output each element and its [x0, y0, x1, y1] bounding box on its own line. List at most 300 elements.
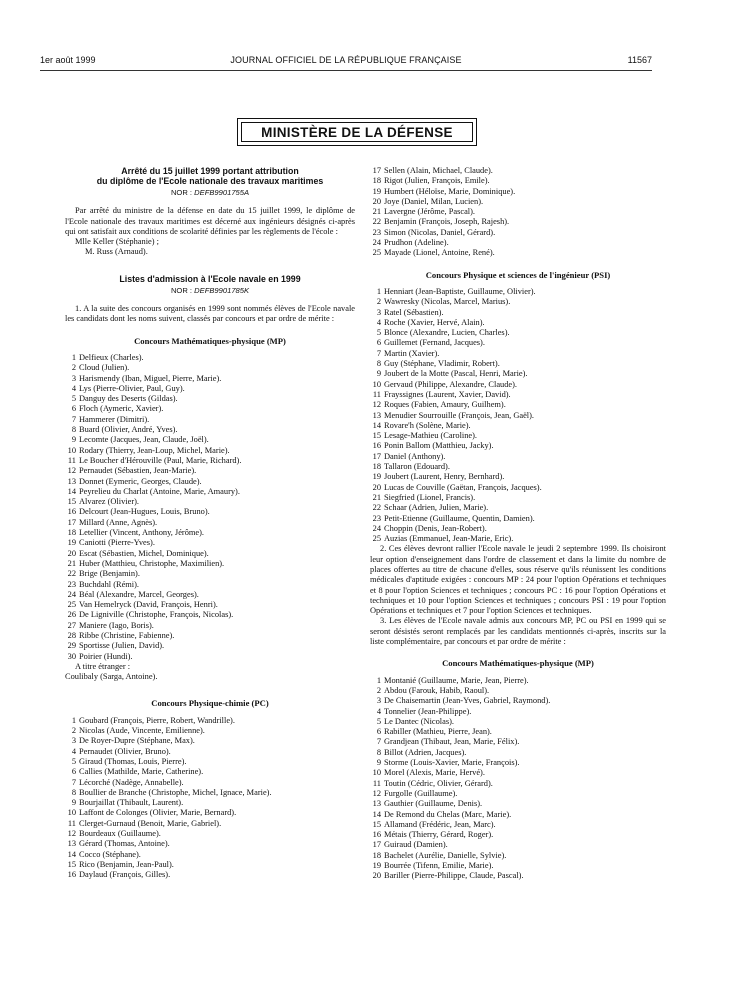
- list-item: [370, 369, 666, 379]
- list-item: [65, 590, 355, 600]
- section-title-mp: Concours Mathématiques-physique (MP): [134, 335, 286, 346]
- list-item: [65, 829, 355, 839]
- listes-nor: [65, 286, 355, 296]
- candidate-name: Ponin Ballom (Matthieu, Jacky).: [384, 441, 494, 451]
- arrete-title-line1: Arrêté du 15 juillet 1999 portant attribution: [121, 166, 299, 176]
- candidate-name: Le Dantec (Nicolas).: [384, 716, 454, 726]
- rank-number: 5: [71, 756, 76, 766]
- list-item: [65, 477, 355, 487]
- list-item: [65, 788, 355, 798]
- candidate-name: Rabiller (Mathieu, Pierre, Jean).: [384, 727, 492, 737]
- candidate-name: Benjamin (François, Joseph, Rajesh).: [384, 217, 510, 227]
- rank-number: 1: [376, 675, 381, 685]
- rank-number: 21: [372, 492, 381, 502]
- rank-number: 9: [376, 758, 381, 768]
- candidate-name: Buchdahl (Rémi).: [79, 579, 140, 589]
- list-item: [65, 778, 355, 788]
- rank-number: 1: [71, 715, 76, 725]
- list-item: [370, 421, 666, 431]
- rank-number: 9: [376, 369, 381, 379]
- list-item: [370, 717, 666, 727]
- rank-number: 5: [376, 328, 381, 338]
- list-item: [370, 534, 666, 544]
- list-item: [65, 850, 355, 860]
- list-item: [370, 483, 666, 493]
- rank-number: 5: [71, 394, 76, 404]
- list-item: [370, 810, 666, 820]
- list-item: [370, 503, 666, 513]
- section-title-mp-complementary: Concours Mathématiques-physique (MP): [442, 658, 594, 669]
- candidate-name: Harismendy (Iban, Miguel, Pierre, Marie).: [79, 373, 222, 383]
- rank-number: 20: [372, 871, 381, 881]
- rank-number: 18: [67, 528, 76, 538]
- list-item: [65, 466, 355, 476]
- candidate-name: Donnet (Eymeric, Georges, Claude).: [79, 476, 202, 486]
- rank-number: 7: [71, 777, 76, 787]
- candidate-name: Abdou (Farouk, Habib, Raoul).: [384, 685, 490, 695]
- candidate-name: Cloud (Julien).: [79, 363, 130, 373]
- arrete-nor: [65, 188, 355, 198]
- rank-number: 10: [372, 768, 381, 778]
- candidate-name: Rigot (Julien, François, Emile).: [384, 176, 490, 186]
- list-item: [370, 228, 666, 238]
- list-item: [65, 404, 355, 414]
- rank-number: 23: [67, 579, 76, 589]
- rank-number: 11: [67, 818, 76, 828]
- foreign-name: Coulibaly (Sarga, Antoine).: [65, 672, 158, 682]
- rank-number: 18: [372, 176, 381, 186]
- list-item: [65, 507, 355, 517]
- candidate-name: Joubert (Laurent, Henry, Bernhard).: [384, 472, 505, 482]
- list-item: [65, 363, 355, 373]
- rank-number: 20: [372, 196, 381, 206]
- rank-number: 14: [372, 420, 381, 430]
- rank-number: 8: [376, 747, 381, 757]
- candidate-name: Roche (Xavier, Hervé, Alain).: [384, 317, 485, 327]
- candidate-name: Danguy des Deserts (Gildas).: [79, 394, 178, 404]
- rank-number: 2: [376, 297, 381, 307]
- candidate-name: Mayade (Lionel, Antoine, René).: [384, 248, 495, 258]
- nor-code: DEFB9901785K: [194, 285, 250, 295]
- list-item: [65, 559, 355, 569]
- arrete-name-1: Mlle Keller (Stéphanie) ;: [75, 237, 159, 247]
- candidate-name: Montanié (Guillaume, Marie, Jean, Pierre).: [384, 675, 529, 685]
- candidate-name: Clerget-Gurnaud (Benoit, Marie, Gabriel).: [79, 818, 222, 828]
- candidate-name: Martin (Xavier).: [384, 348, 440, 358]
- rank-number: 16: [67, 507, 76, 517]
- candidate-name: Guillemet (Fernand, Jacques).: [384, 338, 485, 348]
- list-item: [65, 736, 355, 746]
- list-item: [370, 166, 666, 176]
- candidate-name: Petit-Etienne (Guillaume, Quentin, Damien).: [384, 513, 535, 523]
- list-item: [65, 716, 355, 726]
- candidate-name: Béal (Alexandre, Marcel, Georges).: [79, 589, 199, 599]
- rank-number: 29: [67, 641, 76, 651]
- rank-number: 9: [71, 798, 76, 808]
- list-item: [65, 518, 355, 528]
- list-item: [370, 758, 666, 768]
- list-item: [370, 411, 666, 421]
- candidate-name: Prudhon (Adeline).: [384, 238, 449, 248]
- candidate-name: Rodary (Thierry, Jean-Loup, Michel, Marie).: [79, 445, 230, 455]
- candidate-name: Maniere (Iago, Boris).: [79, 620, 154, 630]
- list-item: [370, 462, 666, 472]
- section-title-pc: Concours Physique-chimie (PC): [151, 698, 269, 709]
- candidate-name: Métais (Thierry, Gérard, Roger).: [384, 830, 494, 840]
- list-item: [370, 238, 666, 248]
- header-rule: [40, 70, 652, 71]
- list-item: [370, 207, 666, 217]
- list-item: [65, 415, 355, 425]
- list-item: [65, 456, 355, 466]
- rank-number: 14: [67, 849, 76, 859]
- candidate-name: Simon (Nicolas, Daniel, Gérard).: [384, 227, 496, 237]
- list-item: [65, 538, 355, 548]
- list-item: [65, 641, 355, 651]
- candidate-name: Poirier (Hundi).: [79, 651, 133, 661]
- candidate-name: De Chaisemartin (Jean-Yves, Gabriel, Raymond).: [384, 696, 551, 706]
- list-item: [370, 472, 666, 482]
- rank-number: 18: [372, 850, 381, 860]
- candidate-name: De Royer-Dupre (Stéphane, Max).: [79, 736, 195, 746]
- pc-list: [65, 716, 355, 881]
- candidate-name: Lécorché (Nadège, Annabelle).: [79, 777, 184, 787]
- list-item: [370, 779, 666, 789]
- candidate-name: Grandjean (Thibaut, Jean, Marie, Félix).: [384, 737, 520, 747]
- rank-number: 15: [67, 859, 76, 869]
- rank-number: 15: [372, 431, 381, 441]
- list-item: [65, 631, 355, 641]
- list-item: [65, 767, 355, 777]
- rank-number: 16: [67, 870, 76, 880]
- rank-number: 19: [372, 186, 381, 196]
- rank-number: 19: [372, 472, 381, 482]
- rank-number: 24: [67, 589, 76, 599]
- candidate-name: Bourdeaux (Guillaume).: [79, 829, 161, 839]
- candidate-name: Delfieux (Charles).: [79, 352, 144, 362]
- list-item: [370, 308, 666, 318]
- rank-number: 11: [372, 389, 381, 399]
- rank-number: 6: [71, 767, 76, 777]
- rank-number: 1: [71, 352, 76, 362]
- rank-number: 3: [71, 736, 76, 746]
- candidate-name: Roques (Fabien, Amaury, Guilhem).: [384, 400, 506, 410]
- listes-title: Listes d'admission à l'Ecole navale en 1999: [119, 273, 301, 284]
- rank-number: 20: [372, 482, 381, 492]
- pc-list-continued: [370, 166, 666, 259]
- rank-number: 28: [67, 630, 76, 640]
- list-item: [65, 819, 355, 829]
- candidate-name: Guy (Stéphane, Vladimir, Robert).: [384, 359, 500, 369]
- candidate-name: Brige (Benjamin).: [79, 569, 140, 579]
- candidate-name: Humbert (Héloïse, Marie, Dominique).: [384, 186, 516, 196]
- candidate-name: Sellen (Alain, Michael, Claude).: [384, 166, 493, 175]
- arrete-title-line2: du diplôme de l'Ecole nationale des travaux maritimes: [96, 176, 324, 186]
- page-header: [40, 55, 652, 69]
- list-item: [65, 839, 355, 849]
- list-item: [370, 840, 666, 850]
- candidate-name: Billot (Adrien, Jacques).: [384, 747, 467, 757]
- list-item: [370, 176, 666, 186]
- list-item: [370, 768, 666, 778]
- rank-number: 2: [71, 363, 76, 373]
- rank-number: 25: [372, 534, 381, 544]
- candidate-name: Pernaudet (Sébastien, Jean-Marie).: [79, 466, 197, 476]
- candidate-name: Wawresky (Nicolas, Marcel, Marius).: [384, 297, 511, 307]
- list-item: [65, 870, 355, 880]
- list-item: [370, 727, 666, 737]
- list-item: [65, 425, 355, 435]
- rank-number: 12: [67, 829, 76, 839]
- rank-number: 16: [372, 441, 381, 451]
- rank-number: 12: [372, 788, 381, 798]
- candidate-name: Bourjaillat (Thibault, Laurent).: [79, 798, 184, 808]
- list-item: [370, 441, 666, 451]
- rank-number: 8: [376, 359, 381, 369]
- list-item: [370, 871, 666, 881]
- rank-number: 17: [67, 517, 76, 527]
- rank-number: 3: [71, 373, 76, 383]
- rank-number: 12: [372, 400, 381, 410]
- nor-label: NOR :: [170, 188, 193, 197]
- candidate-name: Daniel (Anthony).: [384, 451, 446, 461]
- list-item: [65, 549, 355, 559]
- header-journal-title: JOURNAL OFFICIEL DE LA RÉPUBLIQUE FRANÇAISE: [230, 55, 462, 65]
- candidate-name: Auzias (Emmanuel, Jean-Marie, Eric).: [384, 534, 514, 544]
- arrete-body: Par arrêté du ministre de la défense en date du 15 juillet 1999, le diplôme de l'Ecole nationale des travaux maritimes est décerné aux ingénieurs désignés ci-après qui ont satisfait aux conditions de scolarité définies par les règlements de l'école :: [65, 206, 355, 236]
- list-item: [370, 696, 666, 706]
- rank-number: 10: [67, 445, 76, 455]
- candidate-name: Pernaudet (Olivier, Bruno).: [79, 746, 171, 756]
- list-item: [65, 384, 355, 394]
- foreign-label: A titre étranger :: [75, 661, 131, 671]
- candidate-name: Letellier (Vincent, Anthony, Jérôme).: [79, 528, 205, 538]
- candidate-name: Lavergne (Jérôme, Pascal).: [384, 207, 476, 217]
- list-item: [65, 652, 355, 662]
- psi-list: [370, 287, 666, 544]
- candidate-name: Sportisse (Julien, David).: [79, 641, 165, 651]
- candidate-name: Toutin (Cédric, Olivier, Gérard).: [384, 778, 493, 788]
- candidate-name: Furgolle (Guillaume).: [384, 788, 458, 798]
- list-item: [370, 737, 666, 747]
- candidate-name: De Ligniville (Christophe, François, Nicolas).: [79, 610, 234, 620]
- rank-number: 22: [372, 217, 381, 227]
- candidate-name: Guiraud (Damien).: [384, 840, 448, 850]
- rank-number: 27: [67, 620, 76, 630]
- rank-number: 6: [376, 727, 381, 737]
- rank-number: 26: [67, 610, 76, 620]
- candidate-name: Joubert de la Motte (Pascal, Henri, Marie).: [384, 369, 528, 379]
- list-item: [370, 328, 666, 338]
- candidate-name: Delcourt (Jean-Hugues, Louis, Bruno).: [79, 507, 210, 517]
- list-item: [370, 748, 666, 758]
- rank-number: 4: [376, 706, 381, 716]
- ministry-box: [237, 118, 477, 146]
- candidate-name: Rico (Benjamin, Jean-Paul).: [79, 859, 174, 869]
- candidate-name: Alvarez (Olivier).: [79, 497, 139, 507]
- list-item: [370, 297, 666, 307]
- rank-number: 8: [71, 425, 76, 435]
- list-item: [370, 400, 666, 410]
- list-item: [370, 248, 666, 258]
- rank-number: 25: [372, 248, 381, 258]
- list-item: [65, 569, 355, 579]
- mp-complementary-list: [370, 676, 666, 882]
- rank-number: 22: [67, 569, 76, 579]
- list-item: [370, 390, 666, 400]
- rank-number: 11: [372, 778, 381, 788]
- listes-intro: 1. A la suite des concours organisés en 1999 sont nommés élèves de l'Ecole navale les candidats dont les noms suivent, classés par concours et par ordre de mérite :: [65, 304, 355, 324]
- list-item: [370, 676, 666, 686]
- candidate-name: Peyrelieu du Charlat (Antoine, Marie, Amaury).: [79, 486, 240, 496]
- candidate-name: Laffont de Colonges (Olivier, Marie, Bernard).: [79, 808, 237, 818]
- candidate-name: Blonce (Alexandre, Lucien, Charles).: [384, 328, 510, 338]
- right-column: [370, 166, 666, 882]
- candidate-name: Choppin (Denis, Jean-Robert).: [384, 523, 487, 533]
- candidate-name: Hammerer (Dimitri).: [79, 414, 150, 424]
- candidate-name: Allamand (Frédéric, Jean, Marc).: [384, 819, 496, 829]
- candidate-name: Huber (Matthieu, Christophe, Maximilien).: [79, 558, 225, 568]
- candidate-name: Bariller (Pierre-Philippe, Claude, Pascal).: [384, 871, 524, 881]
- candidate-name: Gérard (Thomas, Antoine).: [79, 839, 170, 849]
- candidate-name: Lucas de Couville (Gaëtan, François, Jacques).: [384, 482, 542, 492]
- rank-number: 19: [67, 538, 76, 548]
- list-item: [370, 493, 666, 503]
- list-item: [370, 524, 666, 534]
- candidate-name: Boullier de Branche (Christophe, Michel, Ignace, Marie).: [79, 787, 272, 797]
- rank-number: 4: [71, 746, 76, 756]
- rank-number: 18: [372, 462, 381, 472]
- candidate-name: Nicolas (Aude, Vincente, Emilienne).: [79, 726, 205, 736]
- list-item: [370, 452, 666, 462]
- list-item: [65, 435, 355, 445]
- rank-number: 9: [71, 435, 76, 445]
- candidate-name: Joye (Daniel, Milan, Lucien).: [384, 196, 484, 206]
- rank-number: 3: [376, 307, 381, 317]
- rank-number: 24: [372, 523, 381, 533]
- candidate-name: Floch (Aymeric, Xavier).: [79, 404, 164, 414]
- list-item: [370, 338, 666, 348]
- list-item: [370, 851, 666, 861]
- rank-number: 19: [372, 861, 381, 870]
- nor-label: NOR :: [170, 285, 193, 295]
- list-item: [65, 747, 355, 757]
- list-item: [370, 197, 666, 207]
- rank-number: 14: [372, 809, 381, 819]
- ministry-title: MINISTÈRE DE LA DÉFENSE: [241, 122, 473, 142]
- list-item: [370, 707, 666, 717]
- header-page-number: 11567: [627, 55, 652, 65]
- mp-list: [65, 353, 355, 662]
- candidate-name: Ribbe (Christine, Fabienne).: [79, 630, 175, 640]
- rank-number: 13: [372, 410, 381, 420]
- rank-number: 14: [67, 486, 76, 496]
- rank-number: 7: [376, 737, 381, 747]
- left-column: [65, 166, 355, 881]
- candidate-name: Van Hemelryck (David, François, Henri).: [79, 600, 218, 610]
- list-item: [370, 380, 666, 390]
- candidate-name: Lys (Pierre-Olivier, Paul, Guy).: [79, 383, 185, 393]
- list-item: [65, 860, 355, 870]
- list-item: [370, 318, 666, 328]
- candidate-name: Henniart (Jean-Baptiste, Guillaume, Olivier).: [384, 286, 536, 296]
- list-item: [370, 799, 666, 809]
- list-item: [65, 621, 355, 631]
- candidate-name: Schaar (Adrien, Julien, Marie).: [384, 503, 489, 513]
- candidate-name: Cocco (Stéphane).: [79, 849, 141, 859]
- rank-number: 6: [71, 404, 76, 414]
- list-item: [370, 349, 666, 359]
- rank-number: 17: [372, 840, 381, 850]
- header-date: 1er août 1999: [40, 55, 96, 65]
- list-item: [65, 610, 355, 620]
- rank-number: 25: [67, 600, 76, 610]
- candidate-name: Caniotti (Pierre-Yves).: [79, 538, 155, 548]
- list-item: [370, 359, 666, 369]
- candidate-name: Menudier Sourrouille (François, Jean, Gaël).: [384, 410, 535, 420]
- rank-number: 17: [372, 166, 381, 175]
- rank-number: 13: [372, 799, 381, 809]
- list-item: [65, 757, 355, 767]
- rank-number: 22: [372, 503, 381, 513]
- list-item: [65, 353, 355, 363]
- list-item: [65, 726, 355, 736]
- candidate-name: Lesage-Mathieu (Caroline).: [384, 431, 478, 441]
- paragraph-3: 3. Les élèves de l'Ecole navale admis aux concours MP, PC ou PSI en 1999 qui se seront désistés seront remplacés par les candidats mentionnés ci-après, inscrits sur la liste complémentaire, par concours et par ordre de mérite :: [370, 616, 666, 647]
- rank-number: 23: [372, 513, 381, 523]
- rank-number: 21: [372, 207, 381, 217]
- candidate-name: Escat (Sébastien, Michel, Dominique).: [79, 548, 209, 558]
- paragraph-2: 2. Ces élèves devront rallier l'Ecole navale le jeudi 2 septembre 1999. Ils choisiront leur option d'enseignement dans l'ordre de classement et dans la limite du nombre de places offertes au titre de chacune d'elles, sous réserve qu'ils réunissent les conditions médicales d'aptitude exigées : concours MP : 24 pour l'option Opérations et techniques et 8 pour l'option Sciences et techniques ; concours PC : 16 pour l'option Opérations et techniques et 10 pour l'option Sciences et techniques ; concours PSI : 19 pour l'option Opérations et techniques et 7 pour l'option Sciences et techniques.: [370, 544, 666, 616]
- rank-number: 4: [71, 383, 76, 393]
- arrete-title: [65, 166, 355, 186]
- rank-number: 5: [376, 716, 381, 726]
- list-item: [65, 487, 355, 497]
- rank-number: 13: [67, 839, 76, 849]
- candidate-name: Ratel (Sébastien).: [384, 307, 444, 317]
- rank-number: 24: [372, 238, 381, 248]
- rank-number: 6: [376, 338, 381, 348]
- rank-number: 2: [376, 685, 381, 695]
- list-item: [65, 497, 355, 507]
- list-item: [370, 820, 666, 830]
- candidate-name: Giraud (Thomas, Louis, Pierre).: [79, 756, 187, 766]
- rank-number: 23: [372, 227, 381, 237]
- rank-number: 13: [67, 476, 76, 486]
- rank-number: 8: [71, 787, 76, 797]
- candidate-name: Le Boucher d'Hérouville (Paul, Marie, Richard).: [79, 455, 242, 465]
- list-item: [65, 600, 355, 610]
- rank-number: 11: [67, 455, 76, 465]
- candidate-name: Bourrée (Tifenn, Emilie, Marie).: [384, 861, 494, 870]
- rank-number: 20: [67, 548, 76, 558]
- list-item: [370, 217, 666, 227]
- candidate-name: Tonnelier (Jean-Philippe).: [384, 706, 472, 716]
- candidate-name: Bachelet (Aurélie, Danielle, Sylvie).: [384, 850, 507, 860]
- rank-number: 7: [71, 414, 76, 424]
- rank-number: 3: [376, 696, 381, 706]
- candidate-name: Goubard (François, Pierre, Robert, Wandrille).: [79, 715, 235, 725]
- list-item: [65, 580, 355, 590]
- list-item: [370, 789, 666, 799]
- list-item: [65, 798, 355, 808]
- candidate-name: Millard (Anne, Agnès).: [79, 517, 158, 527]
- candidate-name: Gervaud (Philippe, Alexandre, Claude).: [384, 379, 518, 389]
- rank-number: 30: [67, 651, 76, 661]
- candidate-name: Tallaron (Edouard).: [384, 462, 450, 472]
- candidate-name: Gauthier (Guillaume, Denis).: [384, 799, 483, 809]
- rank-number: 10: [67, 808, 76, 818]
